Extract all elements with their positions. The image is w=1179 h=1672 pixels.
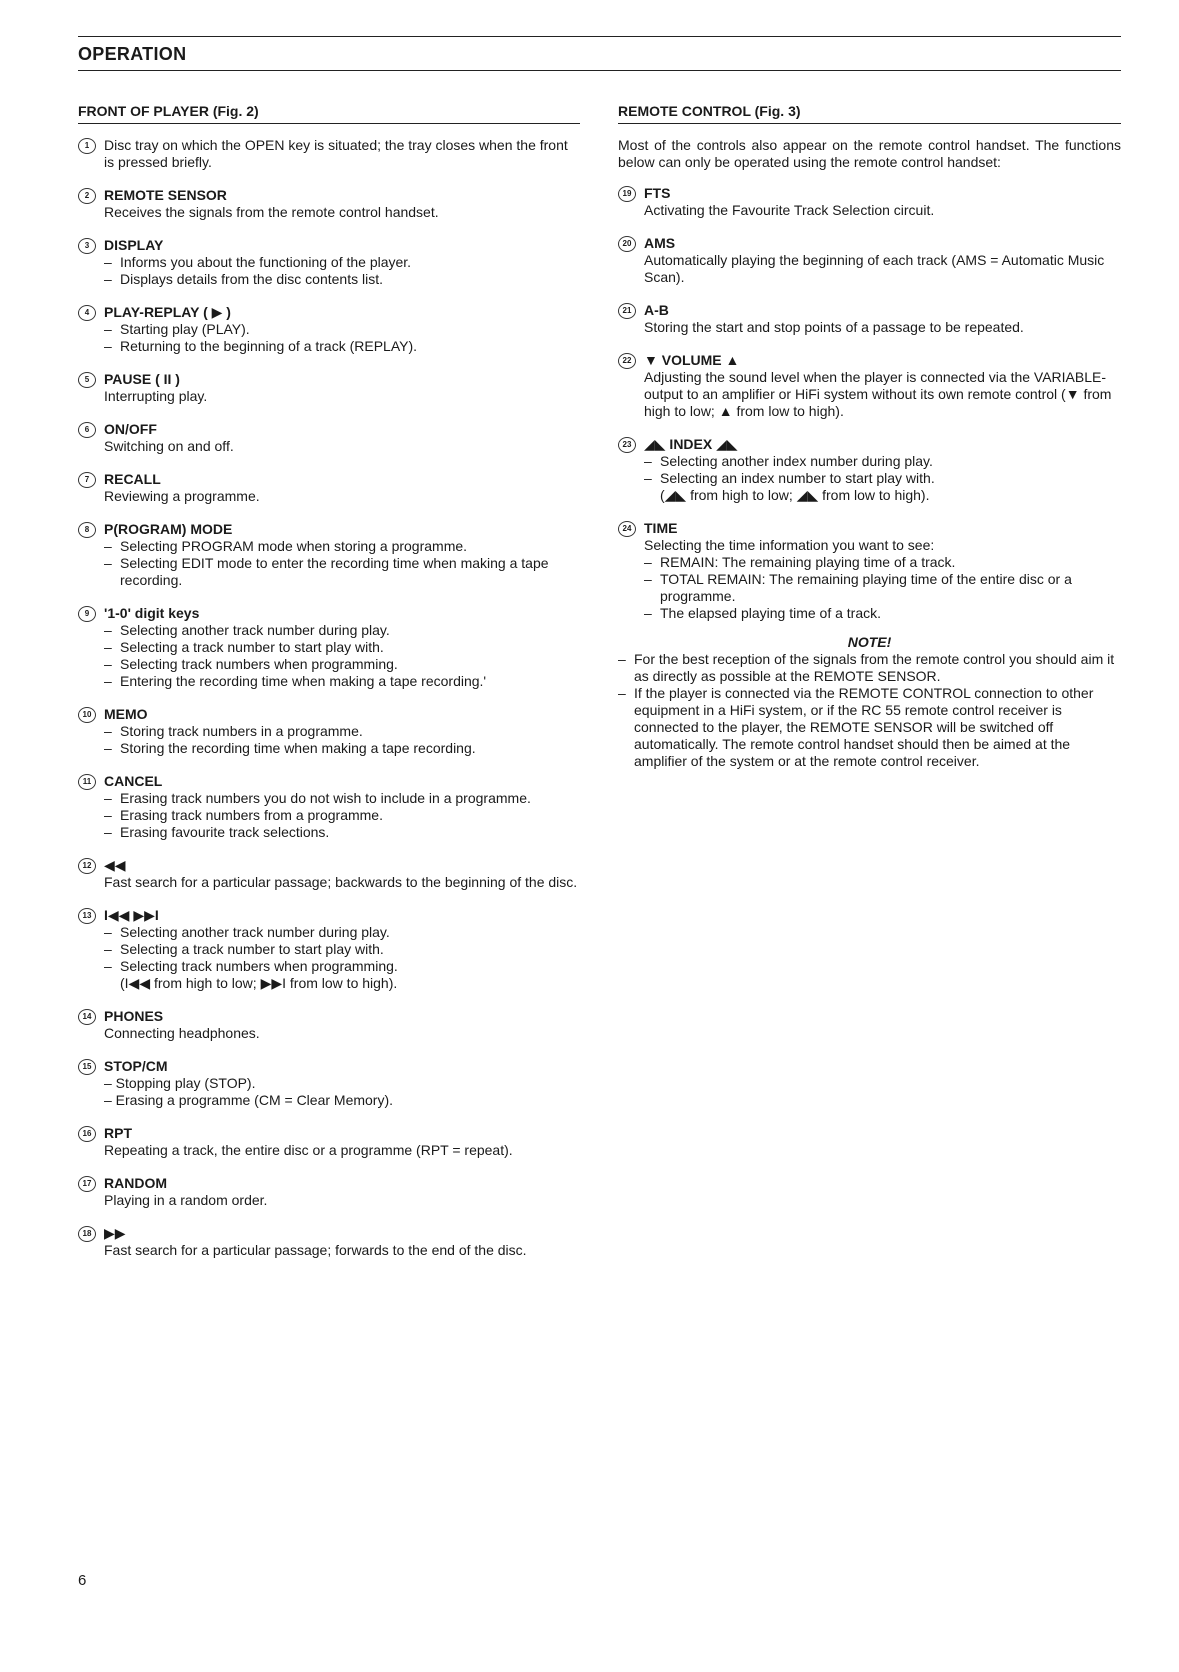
item-text: Disc tray on which the OPEN key is situated; the tray closes when the front is pressed briefly.: [104, 137, 568, 170]
item-body: [104, 773, 580, 841]
front-of-player-list: [78, 137, 580, 1259]
dash-marker: –: [104, 254, 112, 270]
dash-marker: –: [644, 470, 652, 486]
item-bullet-text: Informs you about the functioning of the player.: [120, 254, 412, 270]
item-number-badge: 14: [78, 1009, 96, 1025]
remote-control-heading: REMOTE CONTROL (Fig. 3): [618, 103, 1121, 124]
dash-marker: –: [644, 605, 652, 621]
dash-marker: –: [104, 639, 112, 655]
item-number-badge: 18: [78, 1226, 96, 1242]
item-body: [644, 520, 1121, 622]
control-item: [78, 237, 580, 288]
item-number-badge: 6: [78, 422, 96, 438]
item-number-badge: 13: [78, 908, 96, 924]
item-bullet-text: Storing the recording time when making a tape recording.: [120, 740, 476, 756]
item-bullet-text: The elapsed playing time of a track.: [660, 605, 882, 621]
control-item: [78, 1008, 580, 1042]
control-item: [78, 471, 580, 505]
item-number-badge: 2: [78, 188, 96, 204]
item-text: Playing in a random order.: [104, 1192, 268, 1208]
item-text: Connecting headphones.: [104, 1025, 260, 1041]
item-body: [104, 237, 580, 288]
item-bullet-text: Starting play (PLAY).: [120, 321, 250, 337]
item-text: Storing the start and stop points of a passage to be repeated.: [644, 319, 1024, 335]
item-bullet-text: Selecting another track number during play.: [120, 924, 390, 940]
item-title: STOP/CM: [104, 1058, 168, 1074]
item-body: [104, 706, 580, 757]
page-title: OPERATION: [78, 44, 187, 64]
page-number: 6: [78, 1572, 87, 1589]
dash-marker: –: [104, 740, 112, 756]
item-body: [104, 521, 580, 589]
item-text: Selecting the time information you want to see:: [644, 537, 935, 553]
dash-marker: –: [104, 924, 112, 940]
control-item: [618, 302, 1121, 336]
item-number-badge: 19: [618, 186, 636, 202]
item-body: [104, 1225, 580, 1259]
item-bullet: [104, 555, 580, 589]
item-body: [104, 907, 580, 992]
item-number-badge: 16: [78, 1126, 96, 1142]
item-bullet: [104, 673, 580, 690]
control-item: [78, 371, 580, 405]
dash-marker: –: [104, 538, 112, 554]
item-number-badge: 24: [618, 521, 636, 537]
dash-marker: –: [644, 571, 652, 587]
item-number-badge: 5: [78, 372, 96, 388]
item-bullet: [104, 338, 580, 355]
item-number-badge: 3: [78, 238, 96, 254]
item-title: ON/OFF: [104, 421, 157, 437]
item-number-badge: 1: [78, 138, 96, 154]
item-bullet: [644, 605, 1121, 622]
item-text-after: (I◀◀ from high to low; ▶▶I from low to high).: [120, 975, 398, 991]
item-title: PAUSE ( II ): [104, 371, 180, 387]
item-number-badge: 22: [618, 353, 636, 369]
item-text-after: (◢◣ from high to low; ◢◣ from low to high).: [660, 487, 930, 503]
item-body: [104, 1175, 580, 1209]
control-item: [78, 907, 580, 992]
item-bullet: [104, 639, 580, 656]
item-title: DISPLAY: [104, 237, 164, 253]
front-of-player-heading: FRONT OF PLAYER (Fig. 2): [78, 103, 580, 124]
dash-marker: –: [104, 622, 112, 638]
item-body: [104, 1008, 580, 1042]
item-title: AMS: [644, 235, 676, 251]
item-bullet: [644, 571, 1121, 605]
item-text: Switching on and off.: [104, 438, 234, 454]
control-item: [78, 857, 580, 891]
dash-marker: –: [104, 271, 112, 287]
dash-marker: –: [104, 656, 112, 672]
item-title: '1-0' digit keys: [104, 605, 200, 621]
dash-marker: –: [104, 958, 112, 974]
item-body: [104, 137, 580, 171]
item-bullet-text: Displays details from the disc contents list.: [120, 271, 383, 287]
dash-marker: –: [104, 673, 112, 689]
item-body: [104, 187, 580, 221]
item-number-badge: 15: [78, 1059, 96, 1075]
item-number-badge: 17: [78, 1176, 96, 1192]
item-title: ◀◀: [104, 857, 126, 873]
item-title: RPT: [104, 1125, 132, 1141]
item-title: PHONES: [104, 1008, 164, 1024]
item-bullet-text: Selecting a track number to start play with.: [120, 941, 384, 957]
dash-marker: –: [644, 554, 652, 570]
item-title: ◢◣ INDEX ◢◣: [644, 436, 738, 452]
item-body: [104, 371, 580, 405]
control-item: [618, 436, 1121, 504]
control-item: [618, 520, 1121, 622]
note-text: If the player is connected via the REMOTE CONTROL connection to other equipment in a HiFi system, or if the RC 55 remote control receiver is connected to the player, the REMOTE SENSOR will be switched off automatically. The remote control handset should then be aimed at the amplifier of the system or at the remote control receiver.: [634, 685, 1094, 769]
item-bullet-text: Selecting a track number to start play with.: [120, 639, 384, 655]
dash-marker: –: [104, 790, 112, 806]
item-number-badge: 12: [78, 858, 96, 874]
note-item: [618, 685, 1121, 770]
item-bullet: [104, 941, 580, 958]
item-body: [104, 421, 580, 455]
item-body: [104, 1058, 580, 1109]
item-title: P(ROGRAM) MODE: [104, 521, 233, 537]
item-body: [644, 235, 1121, 286]
item-bullet: [104, 740, 580, 757]
dash-marker: –: [618, 685, 626, 701]
dash-marker: –: [104, 321, 112, 337]
item-bullet: [104, 254, 580, 271]
item-number-badge: 23: [618, 437, 636, 453]
item-number-badge: 10: [78, 707, 96, 723]
item-number-badge: 20: [618, 236, 636, 252]
item-number-badge: 8: [78, 522, 96, 538]
item-bullet-text: Erasing track numbers from a programme.: [120, 807, 383, 823]
item-number-badge: 7: [78, 472, 96, 488]
item-body: [644, 436, 1121, 504]
item-bullet: [104, 790, 580, 807]
item-bullet: [104, 538, 580, 555]
item-body: [104, 605, 580, 690]
item-bullet: [104, 271, 580, 288]
item-text: Reviewing a programme.: [104, 488, 260, 504]
control-item: [78, 1175, 580, 1209]
item-bullet-text: Selecting PROGRAM mode when storing a programme.: [120, 538, 468, 554]
item-number-badge: 9: [78, 606, 96, 622]
item-text: Receives the signals from the remote control handset.: [104, 204, 439, 220]
control-item: [78, 1058, 580, 1109]
item-bullet-text: Erasing track numbers you do not wish to include in a programme.: [120, 790, 531, 806]
dash-marker: –: [104, 338, 112, 354]
item-body: [104, 304, 580, 355]
item-bullet-text: Entering the recording time when making a tape recording.': [120, 673, 487, 689]
dash-marker: –: [104, 824, 112, 840]
item-bullet: [104, 321, 580, 338]
item-title: FTS: [644, 185, 671, 201]
item-body: [104, 471, 580, 505]
item-bullet: [104, 723, 580, 740]
item-bullet: [644, 453, 1121, 470]
remote-control-column: [618, 103, 1121, 770]
remote-control-intro: Most of the controls also appear on the remote control handset. The functions below can only be operated using the remote control handset:: [618, 137, 1121, 170]
note-title: NOTE!: [847, 634, 892, 650]
item-title: MEMO: [104, 706, 148, 722]
dash-marker: –: [644, 453, 652, 469]
item-body: [644, 352, 1121, 420]
item-bullet-text: Erasing favourite track selections.: [120, 824, 330, 840]
item-bullet: [644, 554, 1121, 571]
item-title: PLAY-REPLAY ( ▶ ): [104, 304, 231, 320]
item-bullet-text: Selecting track numbers when programming.: [120, 958, 398, 974]
item-body: [644, 302, 1121, 336]
item-bullet-text: Returning to the beginning of a track (REPLAY).: [120, 338, 418, 354]
control-item: [78, 706, 580, 757]
dash-marker: –: [104, 941, 112, 957]
control-item: [618, 185, 1121, 219]
item-bullet: [644, 470, 1121, 487]
item-title: ▼ VOLUME ▲: [644, 352, 740, 368]
item-number-badge: 4: [78, 305, 96, 321]
dash-marker: –: [104, 807, 112, 823]
control-item: [78, 773, 580, 841]
item-bullet: [104, 656, 580, 673]
item-body: [104, 1125, 580, 1159]
dash-marker: –: [618, 651, 626, 667]
front-of-player-column: [78, 103, 580, 1275]
item-bullet-text: REMAIN: The remaining playing time of a track.: [660, 554, 956, 570]
control-item: [78, 605, 580, 690]
item-text: Interrupting play.: [104, 388, 208, 404]
note-list: [618, 651, 1121, 770]
item-bullet: [104, 622, 580, 639]
item-title: ▶▶: [104, 1225, 126, 1241]
item-title: A-B: [644, 302, 669, 318]
control-item: [78, 1125, 580, 1159]
item-title: REMOTE SENSOR: [104, 187, 227, 203]
remote-control-list: [618, 185, 1121, 622]
item-bullet: [104, 958, 580, 975]
top-rule: [78, 36, 1121, 37]
item-title: TIME: [644, 520, 678, 536]
item-text: – Erasing a programme (CM = Clear Memory).: [104, 1092, 394, 1108]
item-bullet-text: Selecting another index number during play.: [660, 453, 933, 469]
control-item: [78, 1225, 580, 1259]
item-number-badge: 21: [618, 303, 636, 319]
item-body: [644, 185, 1121, 219]
item-text: Fast search for a particular passage; backwards to the beginning of the disc.: [104, 874, 578, 890]
item-title: RANDOM: [104, 1175, 167, 1191]
item-bullet: [104, 824, 580, 841]
item-bullet-text: Selecting an index number to start play with.: [660, 470, 935, 486]
item-text: Repeating a track, the entire disc or a programme (RPT = repeat).: [104, 1142, 513, 1158]
item-title: I◀◀ ▶▶I: [104, 907, 159, 923]
item-bullet-text: Selecting EDIT mode to enter the recording time when making a tape recording.: [120, 555, 549, 588]
item-bullet-text: Storing track numbers in a programme.: [120, 723, 363, 739]
item-bullet: [104, 807, 580, 824]
item-title: RECALL: [104, 471, 161, 487]
control-item: [78, 187, 580, 221]
control-item: [618, 352, 1121, 420]
item-text: Fast search for a particular passage; forwards to the end of the disc.: [104, 1242, 527, 1258]
item-text: – Stopping play (STOP).: [104, 1075, 256, 1091]
dash-marker: –: [104, 555, 112, 571]
note-item: [618, 651, 1121, 685]
title-rule: [78, 70, 1121, 71]
control-item: [78, 137, 580, 171]
item-text: Adjusting the sound level when the player is connected via the VARIABLE-output to an amplifier or HiFi system without its own remote control (▼ from high to low; ▲ from low to high).: [644, 369, 1112, 419]
control-item: [78, 421, 580, 455]
item-bullet: [104, 924, 580, 941]
item-bullet-text: Selecting track numbers when programming.: [120, 656, 398, 672]
dash-marker: –: [104, 723, 112, 739]
item-body: [104, 857, 580, 891]
control-item: [78, 304, 580, 355]
item-text: Automatically playing the beginning of each track (AMS = Automatic Music Scan).: [644, 252, 1105, 285]
item-text: Activating the Favourite Track Selection circuit.: [644, 202, 935, 218]
item-title: CANCEL: [104, 773, 163, 789]
item-number-badge: 11: [78, 774, 96, 790]
item-bullet-text: Selecting another track number during play.: [120, 622, 390, 638]
note-text: For the best reception of the signals from the remote control you should aim it as directly as possible at the REMOTE SENSOR.: [634, 651, 1115, 684]
control-item: [78, 521, 580, 589]
control-item: [618, 235, 1121, 286]
item-bullet-text: TOTAL REMAIN: The remaining playing time of the entire disc or a programme.: [660, 571, 1072, 604]
